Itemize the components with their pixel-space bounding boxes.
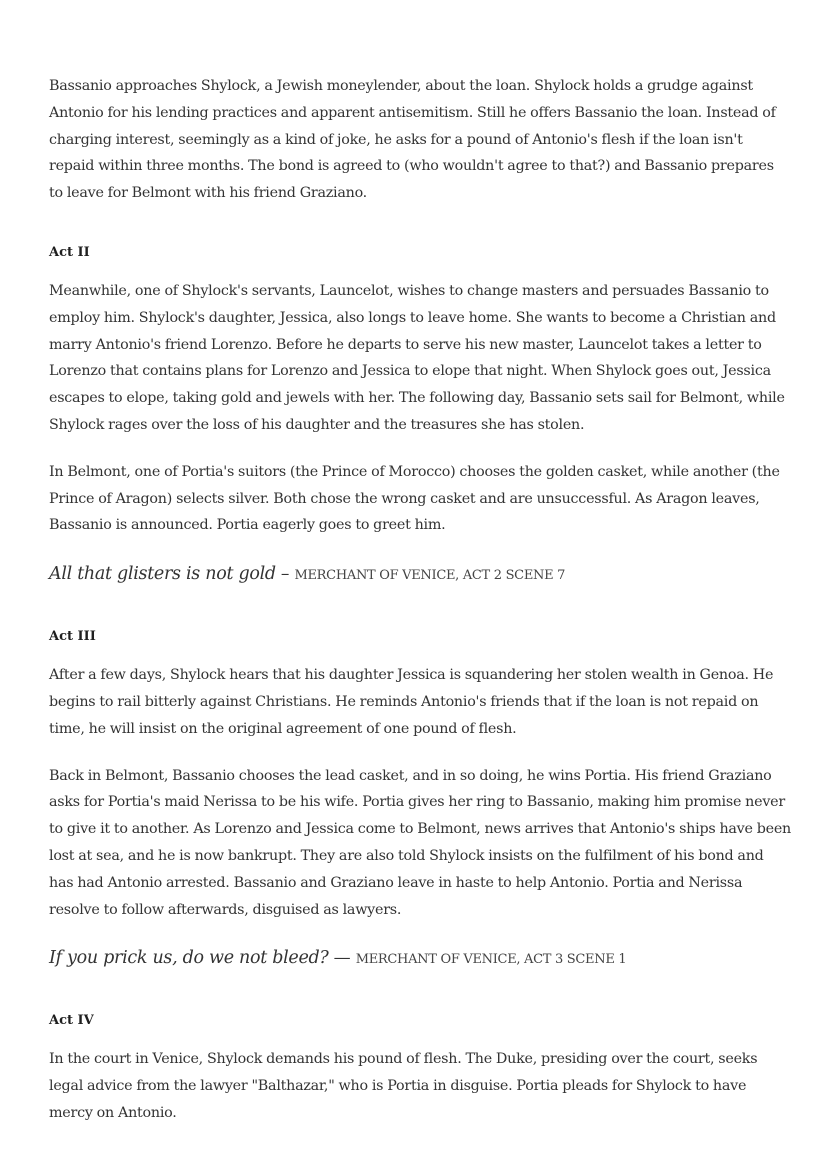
paragraph-act-2-belmont: In Belmont, one of Portia's suitors (the Prince of Morocco) chooses the golden casket, while another (the Prince of Aragon) selects silver. Both chose the wrong casket and are unsuccessful. As Aragon leaves, Bassanio is announced. Portia eagerly goes to greet him. [49, 463, 780, 534]
spacer [49, 743, 791, 763]
paragraph-act-3-genoa: After a few days, Shylock hears that his daughter Jessica is squandering her stolen wealth in Genoa. He begins to rail bitterly against Christians. He reminds Antonio's friends that if the loan is not repaid on time, he will insist on the original agreement of one pound of flesh. [49, 667, 774, 737]
act-2-heading: Act II [49, 244, 90, 260]
spacer [49, 439, 791, 459]
pull-quote-act-3 [49, 943, 791, 975]
quote-dash: – [280, 564, 290, 585]
act-3-heading: Act III [49, 629, 96, 645]
paragraph-act-2-launcelot: Meanwhile, one of Shylock's servants, Launcelot, wishes to change masters and persuades Bassanio to employ him. Shylock's daughter, Jessica, also longs to leave home. She wants to become a Christian and marry Antonio's friend Lorenzo. Before he departs to serve his new master, Launcelot takes a letter to Lorenzo that contains plans for Lorenzo and Jessica to elope that night. When Shylock goes out, Jessica escapes to elope, taking gold and jewels with her. The following day, Bassanio sets sail for Belmont, while Shylock rages over the loss of his daughter and the treasures she has stolen. [49, 282, 785, 433]
paragraph-act-3-lead-casket: Back in Belmont, Bassanio chooses the lead casket, and in so doing, he wins Portia. His friend Graziano asks for Portia's maid Nerissa to be his wife. Portia gives her ring to Bassanio, making him promise never to give it to another. As Lorenzo and Jessica come to Belmont, news arrives that Antonio's ships have been lost at sea, and he is now bankrupt. They are also told Shylock insists on the fulfilment of his bond and has had Antonio arrested. Bassanio and Graziano leave in haste to help Antonio. Portia and Nerissa resolve to follow afterwards, disguised as lawyers. [49, 767, 791, 918]
spacer [49, 975, 791, 1008]
spacer [49, 591, 791, 624]
quote-text: If you prick us, do we not bleed? [49, 948, 329, 969]
spacer [49, 1034, 791, 1046]
act-4-heading: Act IV [49, 1013, 94, 1029]
paragraph-loan: Bassanio approaches Shylock, a Jewish moneylender, about the loan. Shylock holds a grudge against Antonio for his lending practices and apparent antisemitism. Still he offers Bassanio the loan. Instead of charging interest, seemingly as a kind of joke, he asks for a pound of Antonio's flesh if the loan isn't repaid within three months. The bond is agreed to (who wouldn't agree to that?) and Bassanio prepares to leave for Belmont with his friend Graziano. [49, 78, 776, 202]
pull-quote-act-2 [49, 559, 791, 591]
spacer [49, 207, 791, 240]
spacer [49, 923, 791, 943]
spacer [49, 650, 791, 662]
article-body [49, 73, 791, 1127]
quote-source: MERCHANT OF VENICE, ACT 2 SCENE 7 [294, 568, 566, 584]
spacer [49, 266, 791, 278]
paragraph-act-4-court: In the court in Venice, Shylock demands his pound of flesh. The Duke, presiding over the court, seeks legal advice from the lawyer "Balthazar," who is Portia in disguise. Portia pleads for Shylock to have mercy on Antonio. [49, 1051, 758, 1121]
quote-text: All that glisters is not gold [49, 564, 276, 585]
quote-source: MERCHANT OF VENICE, ACT 3 SCENE 1 [355, 952, 627, 968]
quote-dash: — [333, 948, 351, 969]
spacer [49, 539, 791, 559]
